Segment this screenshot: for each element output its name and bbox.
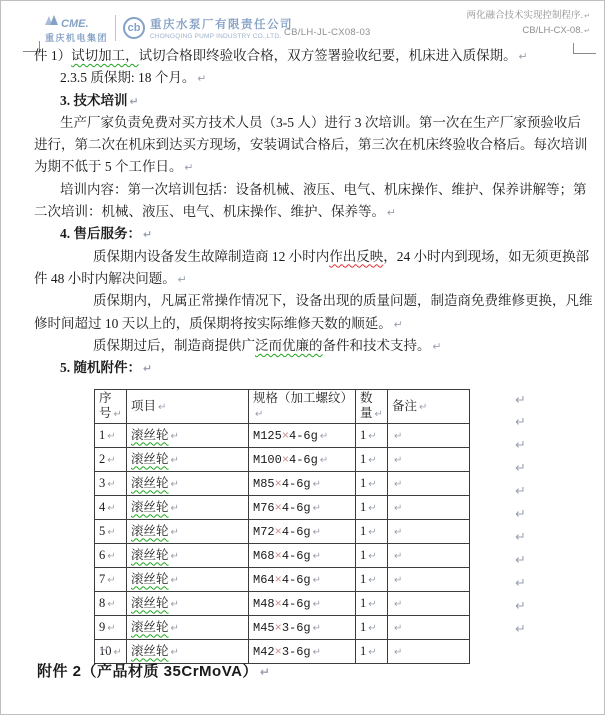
cell-item[interactable] xyxy=(127,472,249,496)
text-run: 二次培训：机械、液压、电气、机床操作、维护、保养等。 xyxy=(34,204,385,220)
paragraph-line[interactable] xyxy=(34,179,593,201)
multiplication-sign: × xyxy=(274,476,282,491)
paragraph-line[interactable] xyxy=(34,246,593,268)
paragraph-mark-icon xyxy=(171,647,179,658)
grammar-underline: 滚丝轮 xyxy=(131,643,169,658)
text-run: ，24 小时内到现场，如无须更换部 xyxy=(383,248,590,264)
grammar-underline: 滚丝轮 xyxy=(131,475,169,490)
paragraph-mark-icon xyxy=(584,27,590,35)
header-text: 数量 xyxy=(360,391,373,420)
paragraph-mark-icon xyxy=(171,455,179,466)
table-row xyxy=(95,544,470,568)
paragraph-mark-icon xyxy=(394,551,402,562)
col-header-note[interactable] xyxy=(388,390,470,424)
paragraph-mark-icon xyxy=(368,599,376,610)
paragraph-mark-icon xyxy=(394,479,402,490)
paragraph-mark-icon xyxy=(313,551,321,562)
grammar-underline: 滚丝轮 xyxy=(131,523,169,538)
paragraph-mark-icon xyxy=(313,599,321,610)
cell-qty[interactable]: 1 ↵ xyxy=(356,592,388,616)
spec-text: 4-6g xyxy=(281,500,311,515)
table-row xyxy=(95,448,470,472)
paragraph-mark-icon xyxy=(320,431,328,442)
paragraph-mark-icon xyxy=(394,527,402,538)
paragraph-line[interactable] xyxy=(34,335,593,357)
grammar-underline: 滚丝轮 xyxy=(131,619,169,634)
paragraph-line[interactable] xyxy=(34,45,593,67)
cell-serial-no[interactable]: 7 ↵ xyxy=(95,568,127,592)
grammar-underline: 滚丝轮 xyxy=(131,571,169,586)
paragraph-mark-icon xyxy=(171,527,179,538)
paragraph-line[interactable] xyxy=(34,67,593,89)
header-right-block xyxy=(466,9,590,38)
text-run: 质保期内设备发生故障制造商 12 小时内 xyxy=(93,248,330,264)
paragraph-mark-icon xyxy=(171,503,179,514)
paragraph-mark-icon xyxy=(143,228,152,241)
paragraph-mark-icon xyxy=(178,273,187,286)
multiplication-sign: × xyxy=(281,428,290,443)
text-run: 2.3.5 质保期: 18 个月。 xyxy=(60,70,196,86)
paragraph-mark-icon xyxy=(171,623,179,634)
spec-text: 4-6g xyxy=(281,572,311,587)
grammar-underline: 滚丝轮 xyxy=(131,547,169,562)
paragraph-mark-icon xyxy=(197,72,206,85)
cell-spec[interactable] xyxy=(249,592,356,616)
table-row xyxy=(95,496,470,520)
cell-note[interactable] xyxy=(388,496,470,520)
paragraph-mark-icon xyxy=(320,455,328,466)
paragraph-mark-icon xyxy=(515,622,526,637)
cell-note[interactable] xyxy=(388,520,470,544)
text-run: 5. 随机附件： xyxy=(60,360,141,376)
doc-code-center: CB/LH-JL-CX08-03 xyxy=(284,27,371,38)
col-header-spec[interactable] xyxy=(249,390,356,424)
cell-serial-no[interactable]: 10 ↵ xyxy=(95,640,127,664)
doc-code-right: CB/LH-CX-08. xyxy=(522,24,584,36)
paragraph-mark-icon xyxy=(515,415,526,430)
text-run: 为期不低于 5 个工作日。 xyxy=(34,159,183,175)
heading-text: 附件 2（产品材质 35CrMoVA） xyxy=(37,663,258,680)
paragraph-mark-icon xyxy=(107,623,115,634)
paragraph-mark-icon xyxy=(171,575,179,586)
cell-serial-no[interactable]: 4 ↵ xyxy=(95,496,127,520)
paragraph-mark-icon xyxy=(368,455,376,466)
doc-title-right: 两化融合技术实现控制程序. xyxy=(466,10,584,21)
spec-text: 4-6g xyxy=(289,428,318,443)
multiplication-sign: × xyxy=(274,548,282,563)
paragraph-mark-icon xyxy=(515,438,526,453)
paragraph-mark-icon xyxy=(171,479,179,490)
paragraph-mark-icon xyxy=(515,393,526,408)
text-run: 4. 售后服务： xyxy=(60,226,141,242)
cell-note[interactable] xyxy=(388,592,470,616)
paragraph-mark-icon xyxy=(433,340,442,353)
cme-brand-text: CME. xyxy=(61,18,89,30)
table-row xyxy=(95,616,470,640)
cell-qty[interactable]: 1 ↵ xyxy=(356,472,388,496)
paragraph-mark-icon xyxy=(158,402,166,413)
paragraph-mark-icon xyxy=(313,527,321,538)
cell-note[interactable] xyxy=(388,568,470,592)
cell-spec[interactable] xyxy=(249,496,356,520)
paragraph-mark-icon xyxy=(515,553,526,568)
paragraph-line[interactable] xyxy=(34,290,593,312)
header-text: 序号 xyxy=(99,391,112,420)
paragraph-mark-icon xyxy=(107,431,115,442)
spec-text: 3-6g xyxy=(281,644,311,659)
multiplication-sign: × xyxy=(274,596,282,611)
paragraph-mark-icon xyxy=(260,665,271,679)
spec-text: 4-6g xyxy=(289,452,318,467)
cell-qty[interactable]: 1 ↵ xyxy=(356,568,388,592)
paragraph-mark-icon xyxy=(107,527,115,538)
attachments-table-body xyxy=(95,424,470,664)
multiplication-sign: × xyxy=(274,524,282,539)
grammar-underline: 滚丝轮 xyxy=(131,595,169,610)
cell-qty[interactable]: 1 ↵ xyxy=(356,448,388,472)
col-header-no[interactable] xyxy=(95,390,127,424)
section-heading[interactable] xyxy=(34,90,593,112)
paragraph-mark-icon xyxy=(368,431,376,442)
paragraph-mark-icon xyxy=(387,206,396,219)
table-header-row xyxy=(95,390,470,424)
cell-qty[interactable]: 1 ↵ xyxy=(356,424,388,448)
pump-cb-icon: cb xyxy=(123,17,145,39)
table-row xyxy=(95,520,470,544)
paragraph-mark-icon xyxy=(394,431,402,442)
spec-text: M42 xyxy=(253,644,275,659)
table-row xyxy=(95,424,470,448)
paragraph-mark-icon xyxy=(114,409,122,420)
paragraph-mark-icon xyxy=(171,431,179,442)
spec-text: M64 xyxy=(253,572,275,587)
misspelling-underline: 作出反映 xyxy=(329,248,384,264)
paragraph-mark-icon xyxy=(368,551,376,562)
cell-qty[interactable]: 1 ↵ xyxy=(356,520,388,544)
cell-spec[interactable] xyxy=(249,448,356,472)
paragraph-mark-icon xyxy=(519,50,528,63)
paragraph-mark-icon xyxy=(368,527,376,538)
paragraph-mark-icon xyxy=(394,623,402,634)
cell-note[interactable] xyxy=(388,544,470,568)
paragraph-mark-icon xyxy=(130,95,139,108)
table-row xyxy=(95,592,470,616)
cell-serial-no[interactable]: 6 ↵ xyxy=(95,544,127,568)
paragraph-mark-icon xyxy=(313,575,321,586)
cell-serial-no[interactable]: 2 ↵ xyxy=(95,448,127,472)
cell-serial-no[interactable]: 8 ↵ xyxy=(95,592,127,616)
cell-serial-no[interactable]: 1 ↵ xyxy=(95,424,127,448)
paragraph-mark-icon xyxy=(515,576,526,591)
paragraph-mark-icon xyxy=(394,455,402,466)
text-run: 试切合格即终验收合格，双方签署验收纪要，机床进入质保期。 xyxy=(138,48,517,63)
header-text: 备注 xyxy=(392,398,418,413)
cell-spec[interactable] xyxy=(249,520,356,544)
cme-group-name: 重庆机电集团 xyxy=(45,33,109,43)
spec-text: M76 xyxy=(253,500,275,515)
paragraph-mark-icon xyxy=(515,461,526,476)
cell-item[interactable] xyxy=(127,424,249,448)
text-run: 质保期内，凡属正常操作情况下，设备出现的质量问题，制造商免费维修更换，凡维 xyxy=(93,293,593,309)
spec-text: M100 xyxy=(253,452,282,467)
paragraph-mark-icon xyxy=(107,575,115,586)
paragraph-mark-icon xyxy=(143,362,152,375)
spec-text: 4-6g xyxy=(281,476,311,491)
table-row-end-marks xyxy=(513,389,526,641)
paragraph-mark-icon xyxy=(255,409,263,420)
paragraph-mark-icon xyxy=(515,530,526,545)
paragraph-mark-icon xyxy=(313,479,321,490)
text-run: 培训内容：第一次培训包括：设备机械、液压、电气、机床操作、维护、保养讲解等；第 xyxy=(60,181,587,197)
document-body xyxy=(34,45,593,379)
multiplication-sign: × xyxy=(274,500,282,515)
pump-company-name: 重庆水泵厂有限责任公司 xyxy=(150,19,294,31)
paragraph-mark-icon xyxy=(107,479,115,490)
attachments-table xyxy=(94,389,470,664)
cell-spec[interactable] xyxy=(249,544,356,568)
cell-qty[interactable]: 1 ↵ xyxy=(356,496,388,520)
multiplication-sign: × xyxy=(274,620,282,635)
cell-note[interactable] xyxy=(388,424,470,448)
header-text: 规格（加工螺纹） xyxy=(253,391,354,405)
paragraph-mark-icon xyxy=(171,599,179,610)
header-text: 项目 xyxy=(131,398,157,413)
spec-text: M85 xyxy=(253,476,275,491)
text-run: 件 1） xyxy=(34,48,72,63)
pump-company-name-en: CHONGQING PUMP INDUSTRY CO.,LTD. xyxy=(150,33,282,40)
cell-item[interactable] xyxy=(127,592,249,616)
table-row xyxy=(95,568,470,592)
paragraph-mark-icon xyxy=(368,503,376,514)
grammar-underline: 滚丝轮 xyxy=(131,499,169,514)
pump-company-logo xyxy=(123,16,293,40)
grammar-underline: 泛而优廉的 xyxy=(255,337,323,353)
cell-spec[interactable] xyxy=(249,424,356,448)
paragraph-line[interactable] xyxy=(34,201,593,223)
multiplication-sign: × xyxy=(281,452,290,467)
text-run: 3. 技术培训 xyxy=(60,92,128,108)
paragraph-line[interactable] xyxy=(34,112,593,134)
cme-logo xyxy=(45,12,108,44)
cell-note[interactable] xyxy=(388,448,470,472)
spec-text: M72 xyxy=(253,524,275,539)
cell-item[interactable] xyxy=(127,544,249,568)
attachment2-heading[interactable] xyxy=(37,660,270,681)
paragraph-mark-icon xyxy=(107,455,115,466)
logo-divider xyxy=(115,15,116,41)
paragraph-line[interactable] xyxy=(34,313,593,335)
text-run: 备件和技术支持。 xyxy=(322,337,431,353)
col-header-qty[interactable] xyxy=(356,390,388,424)
paragraph-mark-icon xyxy=(368,479,376,490)
spec-text: 4-6g xyxy=(281,548,311,563)
cell-serial-no[interactable]: 5 ↵ xyxy=(95,520,127,544)
paragraph-mark-icon xyxy=(313,503,321,514)
section-heading[interactable] xyxy=(34,223,593,245)
paragraph-mark-icon xyxy=(185,161,194,174)
cell-qty[interactable]: 1 ↵ xyxy=(356,640,388,664)
text-run: 生产厂家负责免费对买方技术人员（3-5 人）进行 3 次培训。第一次在生产厂家预验收后 xyxy=(60,114,581,130)
multiplication-sign: × xyxy=(274,644,282,659)
paragraph-mark-icon xyxy=(368,647,376,658)
paragraph-mark-icon xyxy=(394,647,402,658)
paragraph-line[interactable] xyxy=(34,156,593,178)
paragraph-mark-icon xyxy=(375,409,383,420)
paragraph-mark-icon xyxy=(394,575,402,586)
cell-item[interactable] xyxy=(127,496,249,520)
cell-item[interactable] xyxy=(127,568,249,592)
multiplication-sign: × xyxy=(274,572,282,587)
cell-serial-no[interactable]: 3 ↵ xyxy=(95,472,127,496)
text-run: 质保期过后，制造商提供广 xyxy=(93,337,255,353)
cell-spec[interactable] xyxy=(249,616,356,640)
spec-text: 4-6g xyxy=(281,596,311,611)
paragraph-mark-icon xyxy=(114,647,122,658)
cell-note[interactable] xyxy=(388,616,470,640)
paragraph-mark-icon xyxy=(313,623,321,634)
spec-text: 3-6g xyxy=(281,620,311,635)
header-logos xyxy=(45,12,293,44)
paragraph-mark-icon xyxy=(107,599,115,610)
paragraph-line[interactable] xyxy=(34,268,593,290)
paragraph-mark-icon xyxy=(394,318,403,331)
paragraph-mark-icon xyxy=(515,507,526,522)
cell-note[interactable] xyxy=(388,472,470,496)
paragraph-mark-icon xyxy=(107,551,115,562)
text-run: 进行，第二次在机床到达买方现场，安装调试合格后，第三次在机床终验收合格后。每次培训 xyxy=(34,137,588,153)
spec-text: M45 xyxy=(253,620,275,635)
spec-text: 4-6g xyxy=(281,524,311,539)
cell-qty[interactable]: 1 ↵ xyxy=(356,616,388,640)
paragraph-line[interactable] xyxy=(34,134,593,156)
cell-item[interactable] xyxy=(127,616,249,640)
table-row xyxy=(95,472,470,496)
section-heading[interactable] xyxy=(34,357,593,379)
col-header-item[interactable] xyxy=(127,390,249,424)
paragraph-mark-icon xyxy=(515,599,526,614)
cell-serial-no[interactable]: 9 ↵ xyxy=(95,616,127,640)
paragraph-mark-icon xyxy=(419,402,427,413)
cell-qty[interactable]: 1 ↵ xyxy=(356,544,388,568)
cell-spec[interactable] xyxy=(249,568,356,592)
grammar-underline: 滚丝轮 xyxy=(131,427,169,442)
spec-text: M68 xyxy=(253,548,275,563)
paragraph-mark-icon xyxy=(368,623,376,634)
paragraph-mark-icon xyxy=(394,599,402,610)
paragraph-mark-icon xyxy=(394,503,402,514)
grammar-underline: 滚丝轮 xyxy=(131,451,169,466)
paragraph-mark-icon xyxy=(313,647,321,658)
spec-text: M125 xyxy=(253,428,282,443)
paragraph-mark-icon xyxy=(584,12,590,20)
cell-item[interactable] xyxy=(127,520,249,544)
cell-note[interactable] xyxy=(388,640,470,664)
paragraph-mark-icon xyxy=(368,575,376,586)
paragraph-mark-icon xyxy=(515,484,526,499)
cell-item[interactable] xyxy=(127,448,249,472)
paragraph-mark-icon xyxy=(107,503,115,514)
grammar-underline: 试切加工， xyxy=(71,48,139,63)
paragraph-mark-icon xyxy=(100,644,109,656)
paragraph-mark-icon xyxy=(171,551,179,562)
spec-text: M48 xyxy=(253,596,275,611)
cell-spec[interactable] xyxy=(249,472,356,496)
text-run: 修时间超过 10 天以上的，质保期将按实际维修天数的顺延。 xyxy=(34,315,392,331)
text-run: 件 48 小时内解决问题。 xyxy=(34,270,176,286)
cme-mountain-icon xyxy=(45,12,59,30)
